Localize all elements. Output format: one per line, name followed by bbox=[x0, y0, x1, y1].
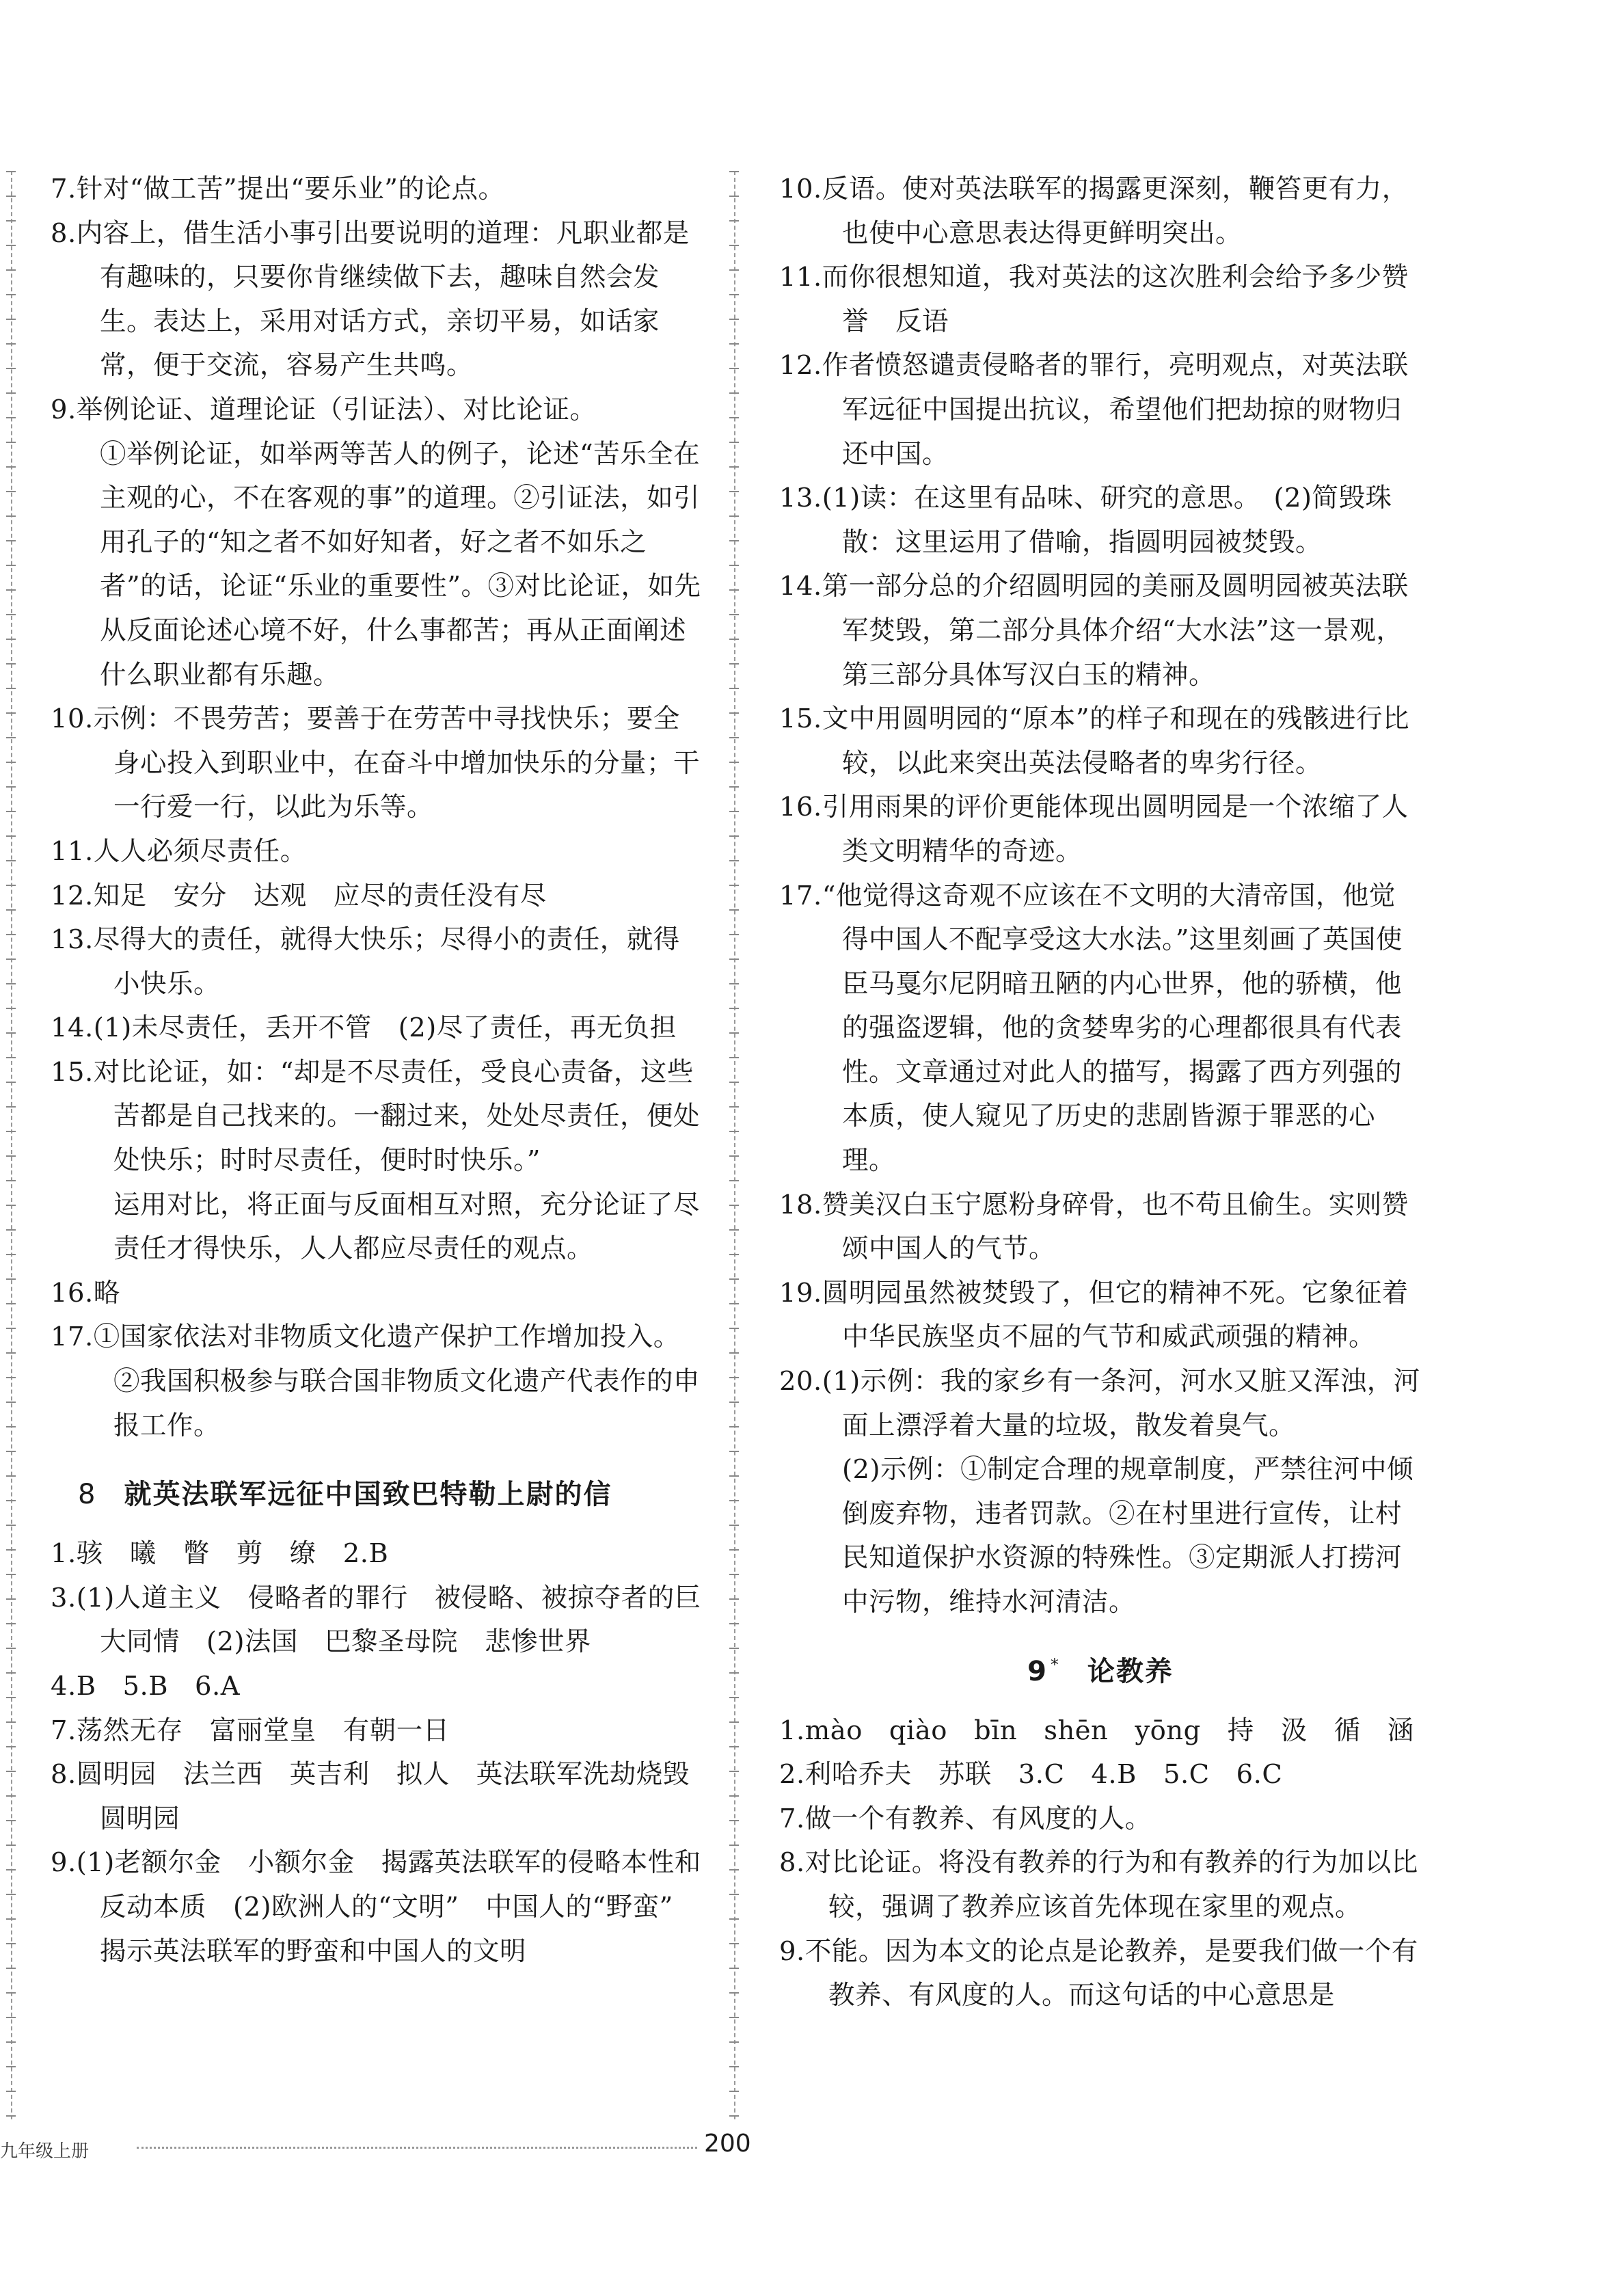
tick-mark bbox=[729, 1845, 739, 1846]
section-9-answers bbox=[779, 1709, 1422, 2018]
left-column bbox=[51, 167, 703, 1974]
answer-item: 19.圆明园虽然被焚毁了，但它的精神不死。它象征着中华民族坚贞不屈的气节和威武顽强的精神。 bbox=[779, 1277, 1409, 1353]
answer-item: 20.(1)示例：我的家乡有一条河，河水又脏又浑浊，河面上漂浮着大量的垃圾，散发着臭气。 bbox=[779, 1366, 1420, 1441]
tick-mark bbox=[729, 688, 739, 689]
tick-mark bbox=[6, 1992, 16, 1994]
answer-item: 9.举例论证、道理论证（引证法）、对比论证。 bbox=[51, 394, 597, 425]
tick-mark bbox=[6, 1894, 16, 1895]
tick-mark bbox=[6, 1106, 16, 1108]
tick-mark bbox=[6, 614, 16, 615]
answer-item: 2.利哈乔夫 苏联 3.C 4.B 5.C 6.C bbox=[779, 1759, 1283, 1791]
tick-mark bbox=[6, 442, 16, 443]
tick-mark bbox=[729, 1672, 739, 1674]
tick-mark bbox=[6, 343, 16, 345]
tick-mark bbox=[729, 319, 739, 320]
tick-mark bbox=[729, 1131, 739, 1132]
tick-mark bbox=[729, 1106, 739, 1108]
tick-mark bbox=[729, 1008, 739, 1009]
tick-mark bbox=[729, 2041, 739, 2043]
tick-mark bbox=[6, 762, 16, 763]
tick-mark bbox=[6, 1180, 16, 1181]
tick-mark bbox=[6, 1500, 16, 1501]
tick-mark bbox=[6, 565, 16, 566]
tick-mark bbox=[729, 1746, 739, 1747]
section-9-star: * bbox=[1050, 1655, 1060, 1675]
tick-mark bbox=[6, 589, 16, 591]
tick-mark bbox=[6, 1451, 16, 1452]
tick-mark bbox=[729, 1795, 739, 1797]
section-8-title bbox=[51, 1473, 703, 1512]
tick-mark bbox=[729, 196, 739, 197]
tick-mark bbox=[729, 245, 739, 246]
tick-mark bbox=[729, 2017, 739, 2018]
answer-item: 8.内容上，借生活小事引出要说明的道理：凡职业都是有趣味的，只要你肯继续做下去，趣味自然会发生。表达上，采用对话方式，亲切平易，如话家常，便于交流，容易产生共鸣。 bbox=[51, 217, 690, 381]
tick-mark bbox=[729, 663, 739, 665]
tick-mark bbox=[6, 958, 16, 960]
tick-mark bbox=[729, 1451, 739, 1452]
center-tick-marks bbox=[729, 171, 739, 2119]
tick-mark bbox=[6, 1131, 16, 1132]
tick-mark bbox=[729, 1032, 739, 1034]
tick-mark bbox=[6, 196, 16, 197]
tick-mark bbox=[729, 983, 739, 984]
tick-mark bbox=[6, 1648, 16, 1649]
tick-mark bbox=[6, 1008, 16, 1009]
tick-mark bbox=[729, 1721, 739, 1723]
tick-mark bbox=[729, 1377, 739, 1378]
answer-item: 运用对比，将正面与反面相互对照，充分论证了尽责任才得快乐，人人都应尽责任的观点。 bbox=[113, 1189, 701, 1265]
tick-mark bbox=[6, 1525, 16, 1526]
tick-mark bbox=[729, 2091, 739, 2092]
left-answers bbox=[51, 167, 703, 1448]
tick-mark bbox=[6, 934, 16, 935]
tick-mark bbox=[729, 171, 739, 172]
tick-mark bbox=[6, 786, 16, 788]
footer-grade: 九年级上册 bbox=[0, 2141, 90, 2162]
page-number: 200 bbox=[704, 2130, 751, 2158]
tick-mark bbox=[6, 1205, 16, 1206]
answer-item: 14.(1)未尽责任，丢开不管 (2)尽了责任，再无负担 bbox=[51, 1013, 677, 1044]
tick-mark bbox=[6, 294, 16, 295]
tick-mark bbox=[729, 639, 739, 640]
tick-mark bbox=[6, 1820, 16, 1821]
tick-mark bbox=[729, 934, 739, 935]
tick-mark bbox=[6, 466, 16, 468]
tick-mark bbox=[729, 294, 739, 295]
tick-mark bbox=[6, 1475, 16, 1477]
tick-mark bbox=[729, 1598, 739, 1600]
tick-mark bbox=[6, 1943, 16, 1944]
tick-mark bbox=[6, 1721, 16, 1723]
answer-item: 3.(1)人道主义 侵略者的罪行 被侵略、被掠夺者的巨大同情 (2)法国 巴黎圣母院 悲惨世界 bbox=[51, 1582, 701, 1658]
tick-mark bbox=[729, 1426, 739, 1427]
tick-mark bbox=[729, 1278, 739, 1280]
tick-mark bbox=[729, 909, 739, 911]
tick-mark bbox=[6, 1795, 16, 1797]
tick-mark bbox=[729, 885, 739, 886]
right-column bbox=[779, 167, 1422, 2018]
answer-item: 12.作者愤怒谴责侵略者的罪行，亮明观点，对英法联军远征中国提出抗议，希望他们把劫掠的财物归还中国。 bbox=[779, 350, 1409, 470]
tick-mark bbox=[6, 909, 16, 911]
answer-item: 9.(1)老额尔金 小额尔金 揭露英法联军的侵略本性和反动本质 (2)欧洲人的“文明” 中国人的“野蛮” 揭示英法联军的野蛮和中国人的文明 bbox=[51, 1847, 701, 1967]
tick-mark bbox=[729, 1549, 739, 1551]
answer-item: 4.B 5.B 6.A bbox=[51, 1671, 241, 1702]
section-9-title bbox=[779, 1650, 1422, 1689]
answer-item: 8.对比论证。将没有教养的行为和有教养的行为加以比较，强调了教养应该首先体现在家里的观点。 bbox=[779, 1847, 1418, 1922]
tick-mark bbox=[729, 614, 739, 615]
tick-mark bbox=[729, 762, 739, 763]
tick-mark bbox=[729, 368, 739, 369]
tick-mark bbox=[729, 1697, 739, 1698]
tick-mark bbox=[729, 1525, 739, 1526]
tick-mark bbox=[729, 1082, 739, 1083]
answer-item: (2)示例：①制定合理的规章制度，严禁往河中倾倒废弃物，违者罚款。②在村里进行宣传，让村民知道保护水资源的特殊性。③定期派人打捞河中污物，维持水河清洁。 bbox=[842, 1454, 1414, 1618]
tick-mark bbox=[6, 1082, 16, 1083]
tick-mark bbox=[6, 1549, 16, 1551]
tick-mark bbox=[729, 786, 739, 788]
tick-mark bbox=[6, 2115, 16, 2117]
answer-item: 7.荡然无存 富丽堂皇 有朝一日 bbox=[51, 1715, 450, 1746]
tick-mark bbox=[6, 1771, 16, 1772]
tick-mark bbox=[6, 1574, 16, 1575]
tick-mark bbox=[729, 1992, 739, 1994]
tick-mark bbox=[6, 1623, 16, 1624]
tick-mark bbox=[729, 269, 739, 271]
tick-mark bbox=[6, 1402, 16, 1403]
answer-item: 10.反语。使对英法联军的揭露更深刻，鞭笞更有力，也使中心意思表达得更鲜明突出。 bbox=[779, 174, 1409, 249]
tick-mark bbox=[6, 811, 16, 812]
tick-mark bbox=[729, 466, 739, 468]
answer-item: 15.文中用圆明园的“原本”的样子和现在的残骸进行比较，以此来突出英法侵略者的卑劣行径。 bbox=[779, 703, 1410, 779]
tick-mark bbox=[729, 565, 739, 566]
tick-mark bbox=[729, 1771, 739, 1772]
right-answers bbox=[779, 167, 1422, 1625]
tick-mark bbox=[729, 1180, 739, 1181]
tick-mark bbox=[6, 1697, 16, 1698]
tick-mark bbox=[729, 515, 739, 517]
tick-mark bbox=[6, 860, 16, 861]
tick-mark bbox=[729, 1894, 739, 1895]
answer-item: 7.针对“做工苦”提出“要乐业”的论点。 bbox=[51, 174, 505, 204]
tick-mark bbox=[6, 1057, 16, 1058]
tick-mark bbox=[6, 392, 16, 394]
tick-mark bbox=[729, 1918, 739, 1920]
tick-mark bbox=[729, 1402, 739, 1403]
tick-mark bbox=[6, 983, 16, 984]
tick-mark bbox=[6, 1303, 16, 1304]
answer-item: 1.mào qiào bīn shēn yōng 持 汲 循 涵 bbox=[779, 1715, 1414, 1746]
tick-mark bbox=[729, 343, 739, 345]
answer-item: 17.①国家依法对非物质文化遗产保护工作增加投入。②我国积极参与联合国非物质文化遗产代表作的申报工作。 bbox=[51, 1322, 701, 1441]
tick-mark bbox=[6, 491, 16, 492]
answer-item: ①举例论证，如举两等苦人的例子，论述“苦乐全在主观的心，不在客观的事”的道理。②引证法，如引用孔子的“知之者不如好知者，好之者不如乐之者”的话，论证“乐业的重要性”。③对比论证，如先从反面论述心境不好，什么事都苦；再从正面阐述什么职业都有乐趣。 bbox=[100, 438, 701, 690]
answer-item: 8.圆明园 法兰西 英吉利 拟人 英法联军洗劫烧毁圆明园 bbox=[51, 1759, 690, 1834]
tick-mark bbox=[6, 220, 16, 222]
tick-mark bbox=[729, 1303, 739, 1304]
tick-mark bbox=[6, 1155, 16, 1157]
tick-mark bbox=[729, 1057, 739, 1058]
tick-mark bbox=[729, 1155, 739, 1157]
answer-item: 16.引用雨果的评价更能体现出圆明园是一个浓缩了人类文明精华的奇迹。 bbox=[779, 792, 1409, 867]
answer-item: 17.“他觉得这奇观不应该在不文明的大清帝国，他觉得中国人不配享受这大水法。”这里刻画了英国使臣马戛尔尼阴暗丑陋的内心世界，他的骄横，他的强盗逻辑，他的贪婪卑劣的心理都很具有代表性。文章通过对此人的描写，揭露了西方列强的本质，使人窥见了历史的悲剧皆源于罪恶的心理。 bbox=[779, 880, 1403, 1177]
tick-mark bbox=[729, 1254, 739, 1255]
tick-mark bbox=[6, 663, 16, 665]
answer-item: 15.对比论证，如：“却是不尽责任，受良心责备，这些苦都是自己找来的。一翻过来，处处尽责任，便处处快乐；时时尽责任，便时时快乐。” bbox=[51, 1056, 701, 1177]
tick-mark bbox=[729, 392, 739, 394]
answer-item: 9.不能。因为本文的论点是论教养，是要我们做一个有教养、有风度的人。而这句话的中心意思是 bbox=[779, 1935, 1418, 2011]
tick-mark bbox=[6, 1746, 16, 1747]
tick-mark bbox=[6, 515, 16, 517]
answer-item: 1.骇 曦 瞥 剪 缭 2.B bbox=[51, 1538, 389, 1570]
tick-mark bbox=[729, 1648, 739, 1649]
tick-mark bbox=[729, 1574, 739, 1575]
tick-mark bbox=[729, 491, 739, 492]
answer-item: 7.做一个有教养、有风度的人。 bbox=[779, 1803, 1152, 1834]
tick-mark bbox=[6, 245, 16, 246]
tick-mark bbox=[6, 1918, 16, 1920]
tick-mark bbox=[6, 417, 16, 418]
tick-mark bbox=[729, 1943, 739, 1944]
tick-mark bbox=[729, 1229, 739, 1231]
tick-mark bbox=[6, 1672, 16, 1674]
tick-mark bbox=[729, 860, 739, 861]
section-8-heading: 就英法联军远征中国致巴特勒上尉的信 bbox=[124, 1479, 612, 1511]
answer-item: 14.第一部分总的介绍圆明园的美丽及圆明园被英法联军焚毁，第二部分具体介绍“大水法”这一景观，第三部分具体写汉白玉的精神。 bbox=[779, 571, 1409, 690]
tick-mark bbox=[6, 368, 16, 369]
tick-mark bbox=[729, 1352, 739, 1354]
tick-mark bbox=[6, 639, 16, 640]
section-9-number: 9 bbox=[1027, 1655, 1048, 1687]
tick-mark bbox=[6, 712, 16, 714]
answer-item: 11.而你很想知道，我对英法的这次胜利会给予多少赞誉 反语 bbox=[779, 262, 1409, 337]
tick-mark bbox=[6, 688, 16, 689]
section-9-heading: 论教养 bbox=[1087, 1655, 1174, 1687]
tick-mark bbox=[6, 835, 16, 837]
tick-mark bbox=[6, 2041, 16, 2043]
tick-mark bbox=[729, 1475, 739, 1477]
tick-mark bbox=[6, 1845, 16, 1846]
tick-mark bbox=[6, 2091, 16, 2092]
tick-mark bbox=[6, 319, 16, 320]
tick-mark bbox=[6, 885, 16, 886]
section-8-number: 8 bbox=[78, 1479, 97, 1511]
tick-mark bbox=[6, 1328, 16, 1329]
answer-item: 12.知足 安分 达观 应尽的责任没有尽 bbox=[51, 880, 547, 911]
tick-mark bbox=[729, 442, 739, 443]
tick-mark bbox=[6, 1352, 16, 1354]
tick-mark bbox=[6, 171, 16, 172]
left-tick-marks bbox=[6, 171, 16, 2119]
tick-mark bbox=[729, 1820, 739, 1821]
tick-mark bbox=[729, 589, 739, 591]
section-8-answers bbox=[51, 1532, 703, 1974]
answer-item: 10.示例：不畏劳苦；要善于在劳苦中寻找快乐；要全身心投入到职业中，在奋斗中增加快乐的分量；干一行爱一行，以此为乐等。 bbox=[51, 703, 701, 823]
tick-mark bbox=[6, 1254, 16, 1255]
tick-mark bbox=[729, 958, 739, 960]
tick-mark bbox=[729, 712, 739, 714]
tick-mark bbox=[729, 811, 739, 812]
answer-item: 18.赞美汉白玉宁愿粉身碎骨，也不苟且偷生。实则赞颂中国人的气节。 bbox=[779, 1189, 1409, 1265]
tick-mark bbox=[6, 540, 16, 541]
tick-mark bbox=[6, 1968, 16, 1969]
tick-mark bbox=[6, 1278, 16, 1280]
tick-mark bbox=[6, 1229, 16, 1231]
tick-mark bbox=[729, 737, 739, 738]
answer-item: 11.人人必须尽责任。 bbox=[51, 835, 307, 867]
tick-mark bbox=[6, 1032, 16, 1034]
tick-mark bbox=[729, 220, 739, 222]
tick-mark bbox=[6, 1426, 16, 1427]
answer-item: 13.尽得大的责任，就得大快乐；尽得小的责任，就得小快乐。 bbox=[51, 924, 680, 1000]
footer-dotted-line bbox=[137, 2147, 697, 2149]
tick-mark bbox=[6, 2066, 16, 2067]
tick-mark bbox=[6, 1869, 16, 1870]
tick-mark bbox=[729, 1968, 739, 1969]
tick-mark bbox=[729, 1623, 739, 1624]
answer-item: 13.(1)读：在这里有品味、研究的意思。 (2)简毁珠散：这里运用了借喻，指圆明园被焚毁。 bbox=[779, 483, 1392, 558]
tick-mark bbox=[6, 2017, 16, 2018]
tick-mark bbox=[6, 737, 16, 738]
tick-mark bbox=[729, 1328, 739, 1329]
tick-mark bbox=[729, 835, 739, 837]
tick-mark bbox=[729, 1500, 739, 1501]
tick-mark bbox=[729, 2066, 739, 2067]
tick-mark bbox=[6, 1598, 16, 1600]
tick-mark bbox=[729, 417, 739, 418]
tick-mark bbox=[729, 1869, 739, 1870]
answer-item: 16.略 bbox=[51, 1277, 120, 1309]
tick-mark bbox=[6, 269, 16, 271]
tick-mark bbox=[6, 1377, 16, 1378]
tick-mark bbox=[729, 1205, 739, 1206]
tick-mark bbox=[729, 2115, 739, 2117]
tick-mark bbox=[729, 540, 739, 541]
